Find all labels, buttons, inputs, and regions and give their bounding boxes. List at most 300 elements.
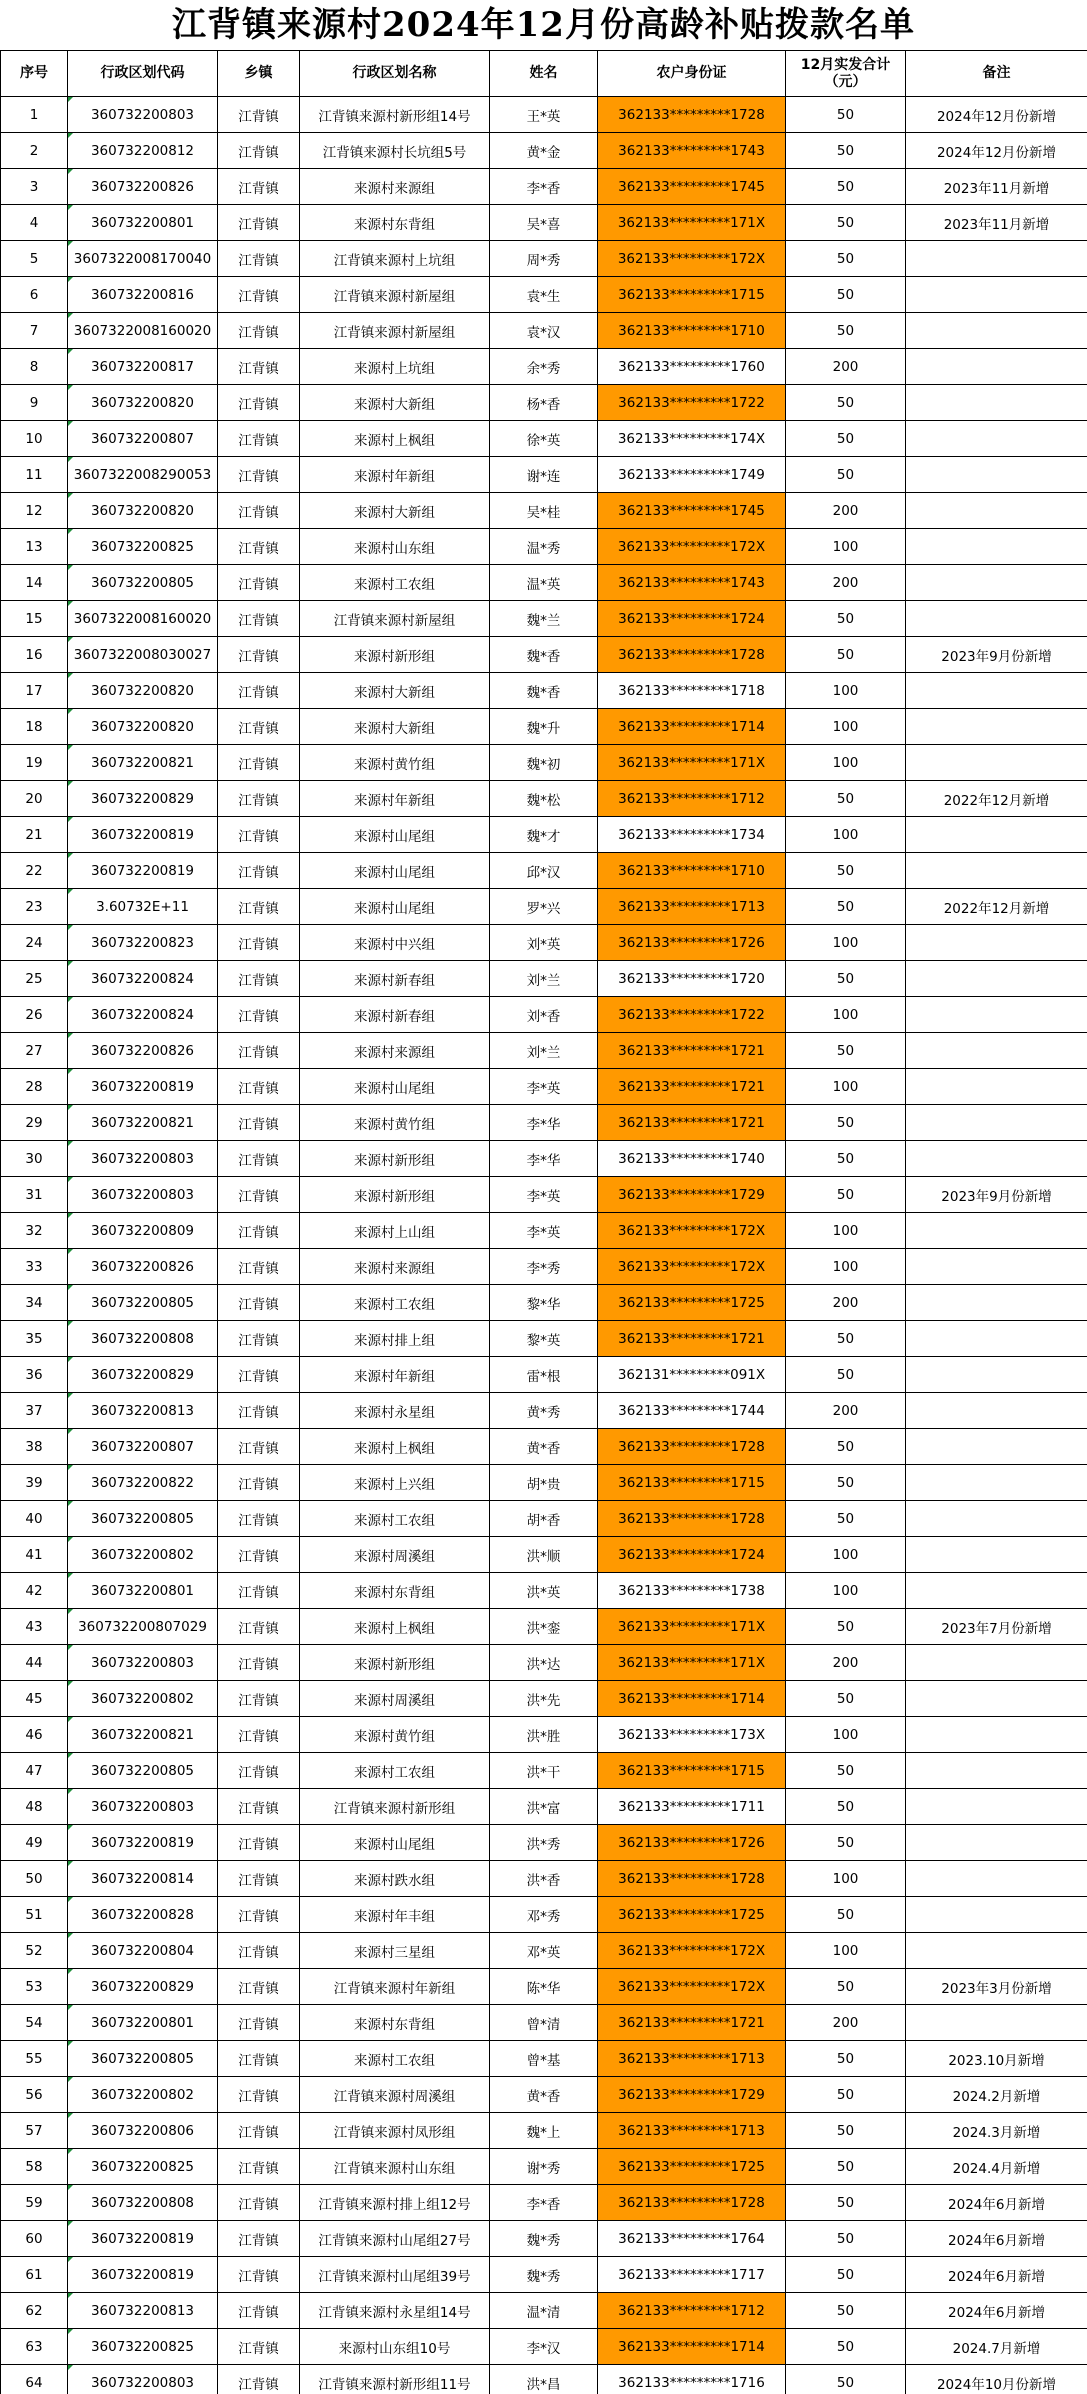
cell-id-card[interactable]: 362133*********1713 [598, 2041, 786, 2077]
cell-name[interactable]: 胡*香 [490, 1501, 598, 1537]
cell-seq[interactable]: 52 [1, 1933, 68, 1969]
cell-area-name[interactable]: 来源村工农组 [300, 1753, 490, 1789]
cell-area-name[interactable]: 来源村大新组 [300, 709, 490, 745]
cell-seq[interactable]: 61 [1, 2257, 68, 2293]
cell-note[interactable] [906, 997, 1087, 1033]
cell-name[interactable]: 魏*兰 [490, 601, 598, 637]
cell-town[interactable]: 江背镇 [218, 1213, 300, 1249]
cell-name[interactable]: 洪*达 [490, 1645, 598, 1681]
cell-seq[interactable]: 51 [1, 1897, 68, 1933]
cell-name[interactable]: 吴*桂 [490, 493, 598, 529]
cell-name[interactable]: 李*华 [490, 1105, 598, 1141]
cell-amount[interactable]: 200 [786, 349, 906, 385]
header-seq[interactable]: 序号 [1, 51, 68, 97]
cell-amount[interactable]: 50 [786, 1789, 906, 1825]
cell-id-card[interactable]: 362133*********1745 [598, 169, 786, 205]
cell-area-name[interactable]: 来源村中兴组 [300, 925, 490, 961]
cell-id-card[interactable]: 362133*********172X [598, 241, 786, 277]
cell-area-code[interactable]: 360732200821 [68, 745, 218, 781]
cell-area-name[interactable]: 来源村大新组 [300, 673, 490, 709]
cell-area-code[interactable]: 360732200819 [68, 1825, 218, 1861]
cell-town[interactable]: 江背镇 [218, 1537, 300, 1573]
cell-seq[interactable]: 60 [1, 2221, 68, 2257]
cell-note[interactable] [906, 1717, 1087, 1753]
cell-area-code[interactable]: 360732200812 [68, 133, 218, 169]
cell-amount[interactable]: 50 [786, 2221, 906, 2257]
cell-area-name[interactable]: 来源村上枫组 [300, 1609, 490, 1645]
cell-seq[interactable]: 24 [1, 925, 68, 961]
cell-seq[interactable]: 34 [1, 1285, 68, 1321]
cell-amount[interactable]: 50 [786, 1501, 906, 1537]
cell-area-name[interactable]: 来源村山尾组 [300, 1069, 490, 1105]
cell-area-name[interactable]: 来源村山尾组 [300, 1825, 490, 1861]
cell-seq[interactable]: 41 [1, 1537, 68, 1573]
cell-area-code[interactable]: 360732200819 [68, 853, 218, 889]
cell-note[interactable] [906, 817, 1087, 853]
cell-note[interactable] [906, 1465, 1087, 1501]
cell-amount[interactable]: 200 [786, 2005, 906, 2041]
cell-id-card[interactable]: 362133*********1728 [598, 2185, 786, 2221]
cell-name[interactable]: 谢*秀 [490, 2149, 598, 2185]
cell-town[interactable]: 江背镇 [218, 97, 300, 133]
cell-seq[interactable]: 53 [1, 1969, 68, 2005]
header-area-code[interactable]: 行政区划代码 [68, 51, 218, 97]
cell-town[interactable]: 江背镇 [218, 961, 300, 997]
cell-name[interactable]: 曾*清 [490, 2005, 598, 2041]
cell-seq[interactable]: 20 [1, 781, 68, 817]
cell-id-card[interactable]: 362133*********1740 [598, 1141, 786, 1177]
cell-id-card[interactable]: 362133*********172X [598, 1933, 786, 1969]
cell-town[interactable]: 江背镇 [218, 1897, 300, 1933]
cell-note[interactable]: 2023年11月新增 [906, 205, 1087, 241]
cell-name[interactable]: 魏*升 [490, 709, 598, 745]
cell-seq[interactable]: 56 [1, 2077, 68, 2113]
cell-name[interactable]: 魏*松 [490, 781, 598, 817]
cell-town[interactable]: 江背镇 [218, 2041, 300, 2077]
cell-amount[interactable]: 100 [786, 529, 906, 565]
cell-id-card[interactable]: 362133*********1721 [598, 2005, 786, 2041]
cell-area-name[interactable]: 来源村年丰组 [300, 1897, 490, 1933]
cell-note[interactable] [906, 1141, 1087, 1177]
cell-area-code[interactable]: 360732200825 [68, 2149, 218, 2185]
cell-area-name[interactable]: 来源村上枫组 [300, 1429, 490, 1465]
cell-name[interactable]: 温*秀 [490, 529, 598, 565]
cell-town[interactable]: 江背镇 [218, 601, 300, 637]
cell-amount[interactable]: 50 [786, 961, 906, 997]
cell-area-name[interactable]: 江背镇来源村长坑组5号 [300, 133, 490, 169]
header-amount[interactable] [786, 51, 906, 97]
cell-town[interactable]: 江背镇 [218, 1573, 300, 1609]
cell-area-name[interactable]: 来源村东背组 [300, 2005, 490, 2041]
cell-seq[interactable]: 19 [1, 745, 68, 781]
cell-name[interactable]: 洪*昌 [490, 2365, 598, 2394]
header-name[interactable]: 姓名 [490, 51, 598, 97]
cell-area-code[interactable]: 360732200820 [68, 709, 218, 745]
cell-note[interactable] [906, 1753, 1087, 1789]
header-area-name[interactable]: 行政区划名称 [300, 51, 490, 97]
cell-area-name[interactable]: 来源村山尾组 [300, 817, 490, 853]
cell-amount[interactable]: 50 [786, 169, 906, 205]
cell-note[interactable]: 2023年9月份新增 [906, 637, 1087, 673]
cell-name[interactable]: 洪*先 [490, 1681, 598, 1717]
cell-note[interactable] [906, 1933, 1087, 1969]
cell-town[interactable]: 江背镇 [218, 2293, 300, 2329]
cell-seq[interactable]: 7 [1, 313, 68, 349]
cell-seq[interactable]: 55 [1, 2041, 68, 2077]
cell-note[interactable] [906, 601, 1087, 637]
cell-note[interactable] [906, 853, 1087, 889]
cell-amount[interactable]: 50 [786, 2185, 906, 2221]
cell-note[interactable] [906, 1645, 1087, 1681]
cell-seq[interactable]: 16 [1, 637, 68, 673]
cell-area-code[interactable]: 360732200802 [68, 2077, 218, 2113]
cell-area-name[interactable]: 来源村东背组 [300, 1573, 490, 1609]
cell-area-name[interactable]: 来源村新形组 [300, 1177, 490, 1213]
cell-area-code[interactable]: 360732200803 [68, 2365, 218, 2394]
cell-name[interactable]: 黄*秀 [490, 1393, 598, 1429]
cell-area-name[interactable]: 来源村东背组 [300, 205, 490, 241]
cell-id-card[interactable]: 362133*********1726 [598, 1825, 786, 1861]
cell-amount[interactable]: 100 [786, 925, 906, 961]
cell-note[interactable] [906, 1033, 1087, 1069]
cell-name[interactable]: 徐*英 [490, 421, 598, 457]
cell-name[interactable]: 洪*銮 [490, 1609, 598, 1645]
cell-seq[interactable]: 33 [1, 1249, 68, 1285]
cell-area-code[interactable]: 360732200817 [68, 349, 218, 385]
cell-town[interactable]: 江背镇 [218, 2185, 300, 2221]
cell-area-code[interactable]: 360732200825 [68, 2329, 218, 2365]
cell-town[interactable]: 江背镇 [218, 421, 300, 457]
cell-area-name[interactable]: 来源村新形组 [300, 1645, 490, 1681]
cell-amount[interactable]: 100 [786, 709, 906, 745]
cell-town[interactable]: 江背镇 [218, 1609, 300, 1645]
cell-note[interactable] [906, 2005, 1087, 2041]
cell-id-card[interactable]: 362133*********1725 [598, 1897, 786, 1933]
cell-amount[interactable]: 50 [786, 1609, 906, 1645]
cell-town[interactable]: 江背镇 [218, 133, 300, 169]
cell-town[interactable]: 江背镇 [218, 169, 300, 205]
cell-seq[interactable]: 23 [1, 889, 68, 925]
cell-name[interactable]: 黎*华 [490, 1285, 598, 1321]
cell-name[interactable]: 李*香 [490, 169, 598, 205]
cell-area-code[interactable]: 360732200807029 [68, 1609, 218, 1645]
cell-area-name[interactable]: 来源村工农组 [300, 1501, 490, 1537]
cell-area-code[interactable]: 3607322008170040 [68, 241, 218, 277]
cell-town[interactable]: 江背镇 [218, 1825, 300, 1861]
cell-amount[interactable]: 50 [786, 205, 906, 241]
cell-id-card[interactable]: 362133*********1722 [598, 997, 786, 1033]
cell-town[interactable]: 江背镇 [218, 2005, 300, 2041]
cell-id-card[interactable]: 362133*********1760 [598, 349, 786, 385]
cell-area-name[interactable]: 江背镇来源村新形组 [300, 1789, 490, 1825]
cell-name[interactable]: 胡*贵 [490, 1465, 598, 1501]
cell-amount[interactable]: 50 [786, 277, 906, 313]
cell-note[interactable] [906, 1213, 1087, 1249]
cell-area-code[interactable]: 360732200805 [68, 2041, 218, 2077]
cell-area-name[interactable]: 江背镇来源村新形组14号 [300, 97, 490, 133]
cell-area-code[interactable]: 360732200824 [68, 961, 218, 997]
cell-area-code[interactable]: 360732200805 [68, 565, 218, 601]
cell-note[interactable] [906, 961, 1087, 997]
cell-name[interactable]: 李*英 [490, 1177, 598, 1213]
cell-seq[interactable]: 1 [1, 97, 68, 133]
cell-seq[interactable]: 38 [1, 1429, 68, 1465]
cell-seq[interactable]: 30 [1, 1141, 68, 1177]
cell-town[interactable]: 江背镇 [218, 1033, 300, 1069]
cell-id-card[interactable]: 362133*********172X [598, 1969, 786, 2005]
cell-area-code[interactable]: 360732200808 [68, 2185, 218, 2221]
cell-name[interactable]: 魏*秀 [490, 2221, 598, 2257]
cell-seq[interactable]: 14 [1, 565, 68, 601]
cell-area-name[interactable]: 来源村永星组 [300, 1393, 490, 1429]
cell-area-code[interactable]: 3607322008030027 [68, 637, 218, 673]
cell-note[interactable]: 2024年10月份新增 [906, 2365, 1087, 2394]
cell-town[interactable]: 江背镇 [218, 2329, 300, 2365]
cell-area-name[interactable]: 江背镇来源村新形组11号 [300, 2365, 490, 2394]
cell-area-code[interactable]: 360732200826 [68, 169, 218, 205]
cell-area-code[interactable]: 360732200803 [68, 97, 218, 133]
cell-id-card[interactable]: 362133*********171X [598, 1609, 786, 1645]
cell-amount[interactable]: 50 [786, 2257, 906, 2293]
cell-area-name[interactable]: 来源村新春组 [300, 997, 490, 1033]
cell-town[interactable]: 江背镇 [218, 457, 300, 493]
cell-id-card[interactable]: 362133*********171X [598, 205, 786, 241]
cell-area-name[interactable]: 来源村工农组 [300, 565, 490, 601]
cell-area-name[interactable]: 江背镇来源村周溪组 [300, 2077, 490, 2113]
cell-area-code[interactable]: 360732200805 [68, 1753, 218, 1789]
cell-town[interactable]: 江背镇 [218, 1321, 300, 1357]
cell-area-name[interactable]: 江背镇来源村新屋组 [300, 601, 490, 637]
cell-amount[interactable]: 50 [786, 1429, 906, 1465]
cell-note[interactable] [906, 1897, 1087, 1933]
cell-name[interactable]: 邱*汉 [490, 853, 598, 889]
cell-area-name[interactable]: 来源村新形组 [300, 1141, 490, 1177]
cell-id-card[interactable]: 362133*********171X [598, 1645, 786, 1681]
cell-amount[interactable]: 50 [786, 1465, 906, 1501]
cell-id-card[interactable]: 362133*********1726 [598, 925, 786, 961]
cell-note[interactable] [906, 1861, 1087, 1897]
cell-seq[interactable]: 8 [1, 349, 68, 385]
cell-town[interactable]: 江背镇 [218, 745, 300, 781]
cell-area-name[interactable]: 来源村山东组10号 [300, 2329, 490, 2365]
cell-amount[interactable]: 200 [786, 1645, 906, 1681]
cell-name[interactable]: 刘*香 [490, 997, 598, 1033]
cell-note[interactable] [906, 1789, 1087, 1825]
cell-amount[interactable]: 50 [786, 133, 906, 169]
cell-note[interactable] [906, 565, 1087, 601]
cell-name[interactable]: 魏*香 [490, 637, 598, 673]
cell-area-code[interactable]: 360732200814 [68, 1861, 218, 1897]
cell-area-name[interactable]: 来源村年新组 [300, 457, 490, 493]
cell-amount[interactable]: 100 [786, 1861, 906, 1897]
cell-amount[interactable]: 50 [786, 1105, 906, 1141]
cell-note[interactable] [906, 421, 1087, 457]
cell-note[interactable]: 2024.3月新增 [906, 2113, 1087, 2149]
cell-town[interactable]: 江背镇 [218, 1789, 300, 1825]
cell-area-code[interactable]: 360732200804 [68, 1933, 218, 1969]
cell-seq[interactable]: 6 [1, 277, 68, 313]
cell-name[interactable]: 洪*富 [490, 1789, 598, 1825]
cell-area-name[interactable]: 来源村工农组 [300, 1285, 490, 1321]
cell-id-card[interactable]: 362133*********1724 [598, 1537, 786, 1573]
cell-id-card[interactable]: 362133*********1728 [598, 1501, 786, 1537]
cell-note[interactable] [906, 1285, 1087, 1321]
cell-area-code[interactable]: 360732200829 [68, 781, 218, 817]
cell-note[interactable] [906, 529, 1087, 565]
cell-town[interactable]: 江背镇 [218, 2077, 300, 2113]
cell-amount[interactable]: 50 [786, 1177, 906, 1213]
cell-name[interactable]: 杨*香 [490, 385, 598, 421]
cell-town[interactable]: 江背镇 [218, 1069, 300, 1105]
cell-area-code[interactable]: 360732200801 [68, 205, 218, 241]
cell-id-card[interactable]: 362133*********1725 [598, 2149, 786, 2185]
cell-note[interactable]: 2022年12月新增 [906, 781, 1087, 817]
cell-area-name[interactable]: 江背镇来源村凤形组 [300, 2113, 490, 2149]
cell-amount[interactable]: 200 [786, 565, 906, 601]
cell-amount[interactable]: 50 [786, 2113, 906, 2149]
cell-note[interactable] [906, 925, 1087, 961]
cell-name[interactable]: 雷*根 [490, 1357, 598, 1393]
cell-town[interactable]: 江背镇 [218, 1141, 300, 1177]
cell-town[interactable]: 江背镇 [218, 889, 300, 925]
cell-note[interactable] [906, 1393, 1087, 1429]
cell-amount[interactable]: 100 [786, 673, 906, 709]
cell-area-name[interactable]: 来源村年新组 [300, 781, 490, 817]
cell-town[interactable]: 江背镇 [218, 565, 300, 601]
cell-name[interactable]: 袁*汉 [490, 313, 598, 349]
cell-id-card[interactable]: 362133*********1710 [598, 313, 786, 349]
cell-area-code[interactable]: 360732200802 [68, 1537, 218, 1573]
header-note[interactable]: 备注 [906, 51, 1087, 97]
cell-town[interactable]: 江背镇 [218, 1177, 300, 1213]
cell-note[interactable] [906, 1069, 1087, 1105]
cell-area-code[interactable]: 360732200801 [68, 2005, 218, 2041]
cell-area-code[interactable]: 3.60732E+11 [68, 889, 218, 925]
cell-id-card[interactable]: 362133*********1724 [598, 601, 786, 637]
cell-id-card[interactable]: 362133*********1714 [598, 2329, 786, 2365]
cell-seq[interactable]: 2 [1, 133, 68, 169]
cell-note[interactable]: 2024年12月份新增 [906, 133, 1087, 169]
cell-amount[interactable]: 50 [786, 637, 906, 673]
cell-seq[interactable]: 48 [1, 1789, 68, 1825]
cell-name[interactable]: 余*秀 [490, 349, 598, 385]
cell-id-card[interactable]: 362133*********1716 [598, 2365, 786, 2394]
cell-seq[interactable]: 47 [1, 1753, 68, 1789]
cell-seq[interactable]: 9 [1, 385, 68, 421]
cell-area-code[interactable]: 360732200828 [68, 1897, 218, 1933]
cell-town[interactable]: 江背镇 [218, 277, 300, 313]
cell-seq[interactable]: 25 [1, 961, 68, 997]
cell-note[interactable]: 2023年9月份新增 [906, 1177, 1087, 1213]
cell-town[interactable]: 江背镇 [218, 1357, 300, 1393]
cell-town[interactable]: 江背镇 [218, 853, 300, 889]
cell-id-card[interactable]: 362133*********1721 [598, 1069, 786, 1105]
cell-amount[interactable]: 50 [786, 1753, 906, 1789]
cell-note[interactable]: 2023年7月份新增 [906, 1609, 1087, 1645]
cell-town[interactable]: 江背镇 [218, 313, 300, 349]
cell-name[interactable]: 洪*顺 [490, 1537, 598, 1573]
cell-id-card[interactable]: 362133*********1714 [598, 1681, 786, 1717]
cell-note[interactable]: 2024.7月新增 [906, 2329, 1087, 2365]
cell-area-code[interactable]: 360732200807 [68, 1429, 218, 1465]
cell-area-code[interactable]: 360732200805 [68, 1501, 218, 1537]
cell-seq[interactable]: 64 [1, 2365, 68, 2394]
cell-seq[interactable]: 29 [1, 1105, 68, 1141]
cell-area-code[interactable]: 360732200819 [68, 817, 218, 853]
cell-area-code[interactable]: 360732200829 [68, 1357, 218, 1393]
cell-amount[interactable]: 50 [786, 1969, 906, 2005]
cell-name[interactable]: 洪*秀 [490, 1825, 598, 1861]
cell-id-card[interactable]: 362133*********1728 [598, 637, 786, 673]
cell-area-name[interactable]: 来源村来源组 [300, 1249, 490, 1285]
cell-name[interactable]: 魏*上 [490, 2113, 598, 2149]
cell-seq[interactable]: 21 [1, 817, 68, 853]
cell-amount[interactable]: 50 [786, 1357, 906, 1393]
cell-area-code[interactable]: 360732200821 [68, 1717, 218, 1753]
cell-name[interactable]: 魏*才 [490, 817, 598, 853]
cell-name[interactable]: 魏*香 [490, 673, 598, 709]
cell-seq[interactable]: 5 [1, 241, 68, 277]
cell-town[interactable]: 江背镇 [218, 2221, 300, 2257]
cell-seq[interactable]: 18 [1, 709, 68, 745]
cell-amount[interactable]: 50 [786, 313, 906, 349]
header-town[interactable]: 乡镇 [218, 51, 300, 97]
cell-area-code[interactable]: 360732200803 [68, 1789, 218, 1825]
cell-area-name[interactable]: 来源村上枫组 [300, 421, 490, 457]
cell-note[interactable]: 2023.10月新增 [906, 2041, 1087, 2077]
cell-seq[interactable]: 28 [1, 1069, 68, 1105]
cell-area-code[interactable]: 360732200813 [68, 2293, 218, 2329]
cell-area-code[interactable]: 360732200808 [68, 1321, 218, 1357]
cell-note[interactable] [906, 709, 1087, 745]
cell-area-name[interactable]: 来源村跌水组 [300, 1861, 490, 1897]
cell-seq[interactable]: 44 [1, 1645, 68, 1681]
cell-town[interactable]: 江背镇 [218, 205, 300, 241]
cell-amount[interactable]: 50 [786, 1825, 906, 1861]
cell-area-name[interactable]: 来源村周溪组 [300, 1537, 490, 1573]
cell-note[interactable] [906, 493, 1087, 529]
cell-area-code[interactable]: 360732200805 [68, 1285, 218, 1321]
cell-area-code[interactable]: 360732200802 [68, 1681, 218, 1717]
cell-id-card[interactable]: 362133*********1721 [598, 1033, 786, 1069]
cell-area-name[interactable]: 来源村新形组 [300, 637, 490, 673]
cell-area-code[interactable]: 360732200819 [68, 2221, 218, 2257]
cell-seq[interactable]: 12 [1, 493, 68, 529]
cell-town[interactable]: 江背镇 [218, 385, 300, 421]
cell-id-card[interactable]: 362133*********1725 [598, 1285, 786, 1321]
cell-note[interactable] [906, 313, 1087, 349]
cell-area-name[interactable]: 江背镇来源村山东组 [300, 2149, 490, 2185]
cell-note[interactable] [906, 241, 1087, 277]
cell-id-card[interactable]: 362131*********091X [598, 1357, 786, 1393]
cell-area-code[interactable]: 360732200824 [68, 997, 218, 1033]
cell-seq[interactable]: 40 [1, 1501, 68, 1537]
cell-amount[interactable]: 50 [786, 2293, 906, 2329]
cell-area-code[interactable]: 360732200803 [68, 1141, 218, 1177]
cell-note[interactable] [906, 673, 1087, 709]
cell-amount[interactable]: 50 [786, 1897, 906, 1933]
cell-amount[interactable]: 100 [786, 817, 906, 853]
cell-amount[interactable]: 100 [786, 745, 906, 781]
cell-seq[interactable]: 54 [1, 2005, 68, 2041]
cell-seq[interactable]: 17 [1, 673, 68, 709]
cell-note[interactable] [906, 1537, 1087, 1573]
cell-note[interactable] [906, 277, 1087, 313]
cell-area-code[interactable]: 360732200821 [68, 1105, 218, 1141]
cell-name[interactable]: 洪*干 [490, 1753, 598, 1789]
cell-area-name[interactable]: 来源村山尾组 [300, 853, 490, 889]
cell-name[interactable]: 李*香 [490, 2185, 598, 2221]
